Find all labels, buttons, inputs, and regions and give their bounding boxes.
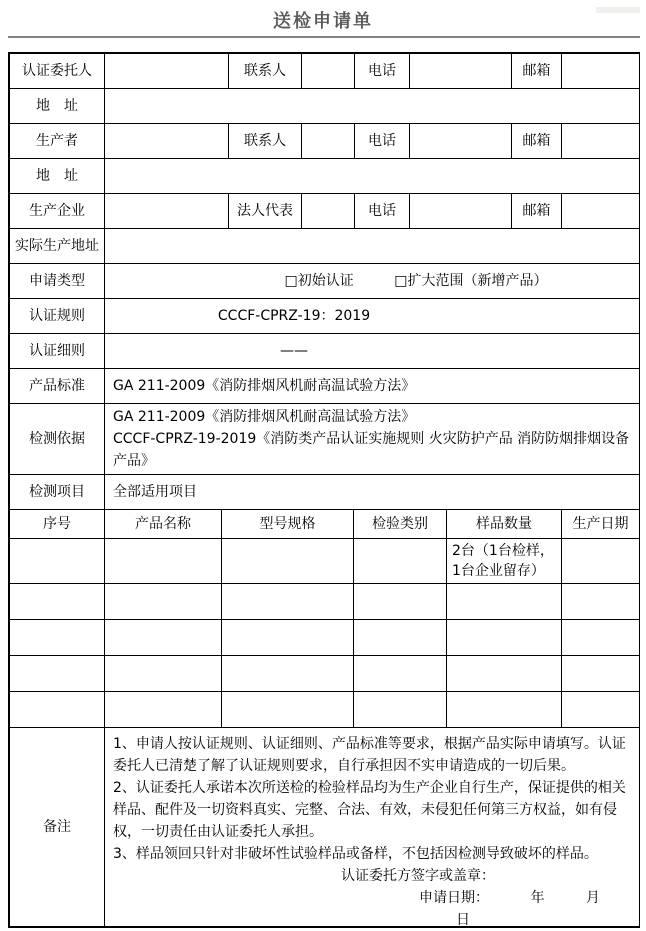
- column-header-product-name: 产品名称: [105, 510, 222, 539]
- applicant-phone-value-cell[interactable]: [410, 54, 512, 89]
- product-model-cell[interactable]: [222, 584, 354, 620]
- applicant-phone-label: 电话: [355, 54, 410, 89]
- table-row: [10, 299, 640, 334]
- applicant-address-label: 地 址: [10, 89, 105, 124]
- producer-label: 生产者: [10, 124, 105, 159]
- producer-phone-value-cell[interactable]: [410, 124, 512, 159]
- applicant-email-label: 邮箱: [512, 54, 562, 89]
- column-header-seq: 序号: [10, 510, 105, 539]
- product-name-cell[interactable]: [105, 584, 222, 620]
- producer-address-value-cell[interactable]: [105, 159, 640, 194]
- product-seq-cell[interactable]: [10, 620, 105, 656]
- remark-lines: [113, 733, 631, 865]
- document-page: [0, 7, 646, 928]
- product-model-cell[interactable]: [222, 656, 354, 692]
- applicant-email-value-cell[interactable]: [562, 54, 640, 89]
- manufacturer-phone-label: 电话: [355, 194, 410, 229]
- table-row: [10, 124, 640, 159]
- manufacturer-label: 生产企业: [10, 194, 105, 229]
- product-test-type-cell[interactable]: [354, 539, 447, 584]
- column-header-prod-date: 生产日期: [562, 510, 640, 539]
- product-prod-date-cell[interactable]: [562, 620, 640, 656]
- remark-line-1: 1、申请人按认证规则、认证细则、产品标准等要求，根据产品实际申请填写。认证委托人已清楚了解了认证规则要求，自行承担因不实申请造成的一切后果。: [113, 736, 626, 774]
- title-rule: [8, 36, 640, 38]
- product-row: [10, 656, 640, 692]
- column-header-model: 型号规格: [222, 510, 354, 539]
- checkbox-option-initial[interactable]: □初始认证: [284, 272, 354, 289]
- table-row: [10, 475, 640, 510]
- cert-rule-value: CCCF-CPRZ-19：2019: [105, 299, 640, 334]
- product-test-type-cell[interactable]: [354, 692, 447, 728]
- producer-email-label: 邮箱: [512, 124, 562, 159]
- legal-rep-value-cell[interactable]: [302, 194, 355, 229]
- table-row: [10, 159, 640, 194]
- apply-type-label: 申请类型: [10, 264, 105, 299]
- product-test-type-cell[interactable]: [354, 620, 447, 656]
- test-items-value: 全部适用项目: [105, 475, 640, 510]
- applicant-label: 认证委托人: [10, 54, 105, 89]
- manufacturer-phone-value-cell[interactable]: [410, 194, 512, 229]
- product-sample-qty-cell[interactable]: [447, 584, 562, 620]
- remark-label: 备注: [10, 728, 105, 927]
- applicant-value-cell[interactable]: [105, 54, 229, 89]
- applicant-contact-label: 联系人: [229, 54, 302, 89]
- product-model-cell[interactable]: [222, 692, 354, 728]
- remark-table: [9, 727, 640, 927]
- test-items-label: 检测项目: [10, 475, 105, 510]
- manufacturer-email-value-cell[interactable]: [562, 194, 640, 229]
- table-row: [10, 264, 640, 299]
- test-basis-line-2: CCCF-CPRZ-19-2019《消防类产品认证实施规则 火灾防护产品 消防防烟排烟设备产品》: [113, 431, 630, 469]
- manufacturer-value-cell[interactable]: [105, 194, 229, 229]
- column-header-test-type: 检验类别: [354, 510, 447, 539]
- producer-contact-value-cell[interactable]: [302, 124, 355, 159]
- product-name-cell[interactable]: [105, 692, 222, 728]
- date-unit-day: 日: [456, 912, 470, 928]
- actual-address-label: 实际生产地址: [10, 229, 105, 264]
- product-sample-qty-cell[interactable]: [447, 692, 562, 728]
- product-test-type-cell[interactable]: [354, 584, 447, 620]
- test-basis-line-1: GA 211-2009《消防排烟风机耐高温试验方法》: [113, 409, 416, 425]
- apply-type-options-cell: [105, 264, 640, 299]
- application-form: [8, 52, 640, 928]
- product-row: [10, 584, 640, 620]
- product-row: [10, 620, 640, 656]
- product-standard-value: GA 211-2009《消防排烟风机耐高温试验方法》: [105, 369, 640, 404]
- producer-contact-label: 联系人: [229, 124, 302, 159]
- legal-rep-label: 法人代表: [229, 194, 302, 229]
- test-basis-value-cell: [105, 404, 640, 475]
- product-test-type-cell[interactable]: [354, 656, 447, 692]
- product-model-cell[interactable]: [222, 620, 354, 656]
- product-name-cell[interactable]: [105, 656, 222, 692]
- product-standard-label: 产品标准: [10, 369, 105, 404]
- top-right-artifact: [596, 7, 640, 13]
- cert-detail-label: 认证细则: [10, 334, 105, 369]
- test-basis-label: 检测依据: [10, 404, 105, 475]
- product-name-cell[interactable]: [105, 539, 222, 584]
- remark-row: [10, 728, 640, 927]
- product-seq-cell[interactable]: [10, 692, 105, 728]
- table-row: [10, 369, 640, 404]
- product-row: [10, 692, 640, 728]
- date-unit-month: 月: [585, 890, 600, 906]
- product-seq-cell[interactable]: [10, 539, 105, 584]
- applicant-contact-value-cell[interactable]: [302, 54, 355, 89]
- remark-line-3: 3、样品领回只针对非破坏性试验样品或备样，不包括因检测导致破坏的样品。: [113, 846, 598, 862]
- product-sample-qty-cell[interactable]: [447, 656, 562, 692]
- signature-label: 认证委托方签字或盖章：: [341, 868, 495, 884]
- info-table: [9, 53, 640, 510]
- date-unit-year: 年: [530, 890, 545, 906]
- cert-rule-label: 认证规则: [10, 299, 105, 334]
- table-row: [10, 194, 640, 229]
- table-row: [10, 229, 640, 264]
- product-sample-qty-cell[interactable]: [447, 620, 562, 656]
- product-sample-qty-value: 2台（1台检样，1台企业留存）: [447, 539, 562, 584]
- product-prod-date-cell[interactable]: [562, 539, 640, 584]
- page-title: 送检申请单: [273, 11, 373, 32]
- table-row: [10, 334, 640, 369]
- product-prod-date-cell[interactable]: [562, 584, 640, 620]
- product-row: [10, 539, 640, 584]
- product-seq-cell[interactable]: [10, 656, 105, 692]
- product-table: [9, 509, 640, 728]
- product-prod-date-cell[interactable]: [562, 656, 640, 692]
- producer-address-label: 地 址: [10, 159, 105, 194]
- producer-value-cell[interactable]: [105, 124, 229, 159]
- signature-block: [113, 865, 631, 931]
- apply-date-label: 申请日期：: [419, 890, 489, 906]
- apply-date-line: [113, 887, 631, 931]
- producer-phone-label: 电话: [355, 124, 410, 159]
- table-row: [10, 404, 640, 475]
- remark-line-2: 2、认证委托人承诺本次所送检的检验样品均为生产企业自行生产，保证提供的相关样品、配件及一切资料真实、完整、合法、有效，未侵犯任何第三方权益，如有侵权，一切责任由认证委托人承担。: [113, 780, 626, 840]
- product-name-cell[interactable]: [105, 620, 222, 656]
- cert-detail-value: ——: [105, 334, 640, 369]
- producer-email-value-cell[interactable]: [562, 124, 640, 159]
- product-header-row: [10, 510, 640, 539]
- manufacturer-email-label: 邮箱: [512, 194, 562, 229]
- product-prod-date-cell[interactable]: [562, 692, 640, 728]
- applicant-address-value-cell[interactable]: [105, 89, 640, 124]
- table-row: [10, 89, 640, 124]
- table-row: [10, 54, 640, 89]
- remark-content-cell: [105, 728, 640, 927]
- column-header-sample-qty: 样品数量: [447, 510, 562, 539]
- product-seq-cell[interactable]: [10, 584, 105, 620]
- product-model-cell[interactable]: [222, 539, 354, 584]
- actual-address-value-cell[interactable]: [105, 229, 640, 264]
- checkbox-option-expand[interactable]: □扩大范围（新增产品）: [394, 272, 548, 289]
